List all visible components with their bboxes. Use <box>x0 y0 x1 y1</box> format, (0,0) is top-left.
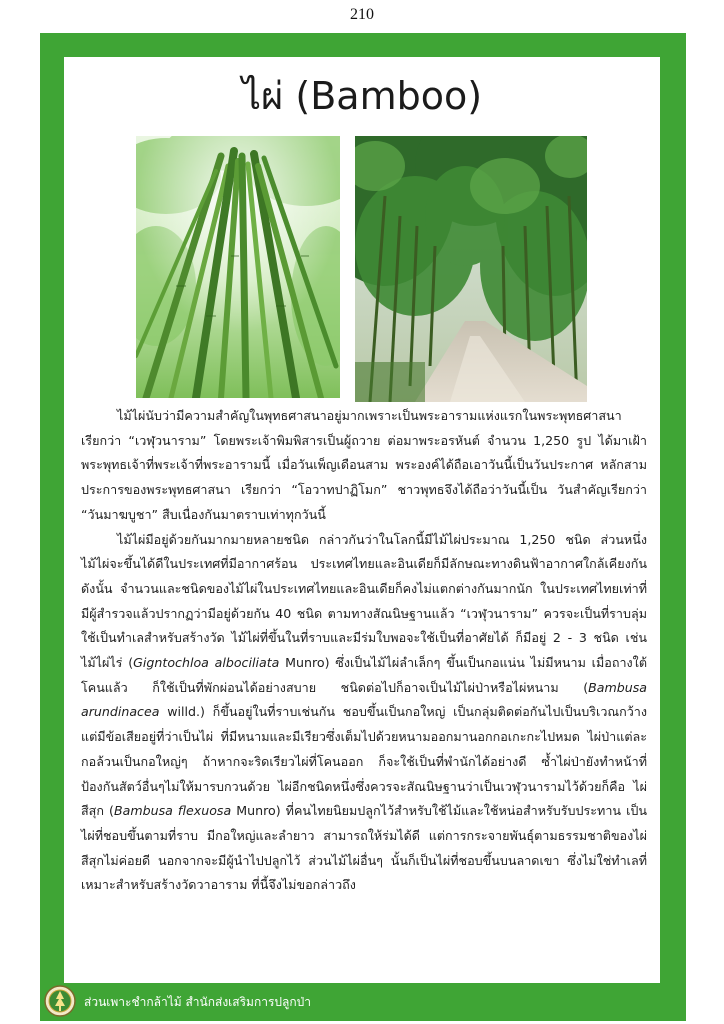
paragraph-2-text: Munro) ที่คนไทยนิยมปลูกไว้สำหรับใช้ไม้และใช้หน่อสำหรับรับประทาน เป็นไผ่ที่ชอบขึ้นตามที่ราบ มีกอใหญ่และลำยาว สามารถให้ร่มได้ดี แต่การกระจายพันธุ์ตามธรรมชาติของไผ่สีสุกไม่ค่อยดี นอกจากจะมีผู้นำไปปลูกไว้ ส่วนไม้ไผ่อื่นๆ นั้นก็เป็นไผ่ที่ชอบขึ้นบนลาดเขา ซึ่งไม่ใช่ทำเลที่เหมาะสำหรับสร้างวัดวาอาราม ที่นี้จึงไม่ขอกล่าวถึง <box>81 803 647 893</box>
species-name: Bambusa flexuosa <box>113 803 232 819</box>
paragraph-1-text: ไม้ไผ่นับว่ามีความสำคัญในพุทธศาสนาอยู่มากเพราะเป็นพระอารามแห่งแรกในพระพุทธศาสนา เรียกว่า “เวฬุวนาราม” โดยพระเจ้าพิมพิสารเป็นผู้ถวาย ต่อมาพระอรหันต์ จำนวน 1,250 รูป ได้มาเฝ้า พระพุทธเจ้าที่พระเจ้าที่พระอารามนี้ เมื่อวันเพ็ญเดือนสาม พระองค์ได้ถือเอาวันนี้เป็นวันประกาศ หลักสามประการของพระพุทธศาสนา เรียกว่า “โอวาทปาฏิโมก” ชาวพุทธจึงได้ถือว่าวันนี้เป็น วันสำคัญเรียกว่า “วันมาฆบูชา” สืบเนื่องกันมาตราบเท่าทุกวันนี้ <box>81 408 647 522</box>
footer-text: ส่วนเพาะชำกล้าไม้ สำนักส่งเสริมการปลูกป่า <box>84 995 311 1009</box>
paragraph-2 <box>81 528 647 899</box>
paragraph-2-text: ไม้ไผ่มีอยู่ด้วยกันมากมายหลายชนิด กล่าวกันว่าในโลกนี้มีไม้ไผ่ประมาณ 1,250 ชนิด ส่วนหนึ่งไม้ไผ่จะขึ้นได้ดีในประเทศที่มีอากาศร้อน ประเทศไทยและอินเดียก็มีลักษณะทางดินฟ้าอากาศใกล้เคียงกัน ดังนั้น จำนวนและชนิดของไม้ไผ่ในประเทศไทยและอินเดียก็คงไม่แตกต่างกันมากนัก ในประเทศไทยเท่าที่มีผู้สำรวจแล้วปรากฏว่ามีอยู่ด้วยกัน 40 ชนิด ตามทางสัณนิษฐานแล้ว “เวฬุวนาราม” ควรจะเป็นที่ราบลุ่ม ใช้เป็นทำเลสำหรับสร้างวัด ไม้ไผ่ที่ขึ้นในที่ราบและมีร่มใบพอจะใช้เป็นที่อาศัยได้ ก็มีอยู่ 2 - 3 ชนิด เช่น ไม้ไผ่ไร่ ( <box>81 531 647 671</box>
article-body <box>81 404 647 898</box>
bamboo-canopy-photo <box>136 136 340 398</box>
bamboo-grove-path-photo <box>355 136 587 402</box>
paragraph-2-text: willd.) ก็ขึ้นอยู่ในที่ราบเช่นกัน ชอบขึ้นเป็นกอใหญ่ เป็นกลุ่มติดต่อกันไปเป็นบริเวณกว้าง แต่มีข้อเสียอยู่ที่ว่าเป็นไผ่ ที่มีหนามและมีเรียวซึ่งเต็มไปด้วยหนามออกมานอกกอเกะกะไปหมด ไผ่ป่าแต่ละกอล้วนเป็นกอใหญ่ๆ ถ้าหากจะริดเรียวไผ่ที่โคนออก ก็จะใช้เป็นที่พำนักได้อย่างดี ซ้ำไผ่ป่ายังทำหน้าที่ป้องกันสัตว์อื่นๆไม่ให้มารบกวนด้วย ไผ่อีกชนิดหนึ่งซึ่งควรจะสัณนิษฐานว่าเป็นเวฬุวนารามไว้ด้วยก็คือ ไผ่สีสุก ( <box>81 704 647 819</box>
forestry-emblem-icon <box>44 985 76 1017</box>
paragraph-1 <box>81 404 647 528</box>
page-title: ไผ่ (Bamboo) <box>241 74 483 118</box>
species-name: Bambusa arundinacea <box>81 679 647 720</box>
page-number: 210 <box>350 6 374 23</box>
species-name: Gigntochloa albociliata <box>133 655 280 671</box>
paragraph-2-text: Munro) ซึ่งเป็นไม้ไผ่ลำเล็กๆ ขึ้นเป็นกอแน่น ไม่มีหนาม เมื่อถางใต้โคนแล้ว ก็ใช้เป็นที่พักผ่อนได้อย่างสบาย ชนิดต่อไปก็อาจเป็นไม้ไผ่ป่าหรือไผ่หนาม ( <box>81 655 647 695</box>
